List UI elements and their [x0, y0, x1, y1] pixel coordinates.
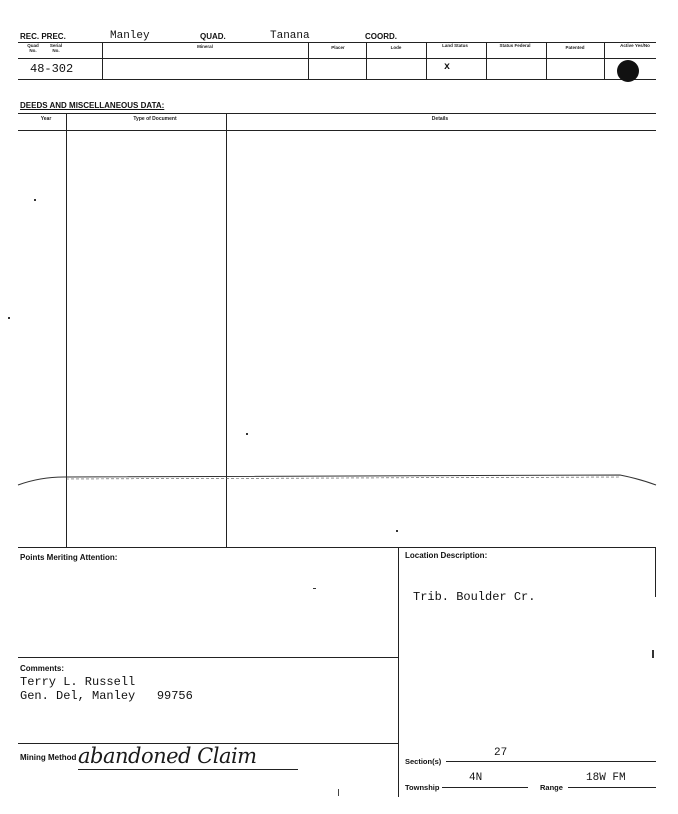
- location-description-label: Location Description:: [405, 551, 488, 560]
- column-header-rule: [18, 58, 656, 59]
- coord-label: COORD.: [365, 32, 397, 41]
- lower-divider: [398, 547, 399, 797]
- quad-value: Tanana: [270, 30, 310, 42]
- quad-label: QUAD.: [200, 32, 226, 41]
- rec-prec-value: Manley: [110, 30, 150, 42]
- col-year: Year: [40, 116, 52, 122]
- quad-serial-value: 48-302: [30, 62, 74, 76]
- col-mineral: Mineral: [197, 44, 213, 49]
- deeds-top-rule: [18, 113, 656, 114]
- mining-method-value: abandoned Claim: [78, 744, 257, 768]
- fold-line: [0, 465, 678, 495]
- township-value: 4N: [469, 772, 483, 784]
- col-status-federal: Status Federal: [499, 43, 531, 48]
- points-meriting-attention-label: Points Meriting Attention:: [20, 553, 118, 562]
- col-placer: Placer: [331, 45, 345, 50]
- land-status-mark: x: [444, 62, 451, 73]
- col-patented: Patented: [565, 45, 585, 50]
- col-quad-no: Quad No.: [27, 43, 39, 53]
- header-rule: [18, 42, 656, 43]
- section-value: 27: [494, 747, 508, 759]
- mining-method-label: Mining Method: [20, 753, 77, 762]
- col-land-status: Land Status: [442, 43, 468, 48]
- lower-top-rule: [18, 547, 656, 548]
- section-label: Section(s): [405, 757, 442, 766]
- range-value: 18W FM: [586, 772, 626, 784]
- comments-line-1: Terry L. Russell: [20, 675, 136, 689]
- record-row-rule: [18, 79, 656, 80]
- deeds-header-rule: [18, 130, 656, 131]
- hole-punch-dot: [617, 60, 639, 82]
- comments-label: Comments:: [20, 664, 65, 673]
- col-details: Details: [431, 116, 449, 122]
- col-lode: Lode: [390, 45, 402, 50]
- col-serial-no: Serial No.: [49, 43, 63, 53]
- comments-top-rule: [18, 657, 398, 658]
- township-label: Township: [405, 783, 440, 792]
- comments-line-2: Gen. Del, Manley 99756: [20, 689, 193, 703]
- range-label: Range: [540, 783, 563, 792]
- rec-prec-label: REC. PREC.: [20, 32, 66, 41]
- col-active: Active Yes/No: [620, 43, 650, 48]
- deeds-section-title: DEEDS AND MISCELLANEOUS DATA:: [20, 101, 165, 110]
- col-type-of-document: Type of Document: [133, 116, 177, 122]
- location-description-value: Trib. Boulder Cr.: [413, 590, 536, 604]
